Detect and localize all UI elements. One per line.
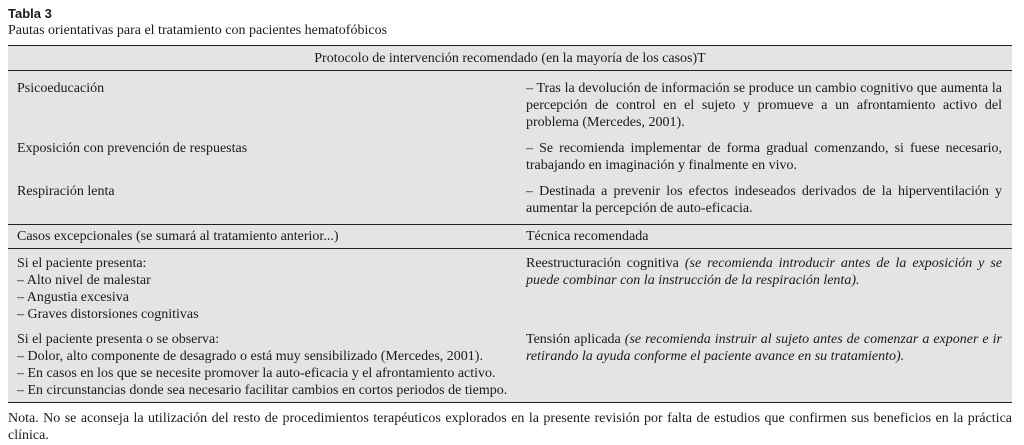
technique-name: Reestructuración cognitiva	[526, 256, 679, 271]
recommended-technique	[526, 331, 1012, 399]
table-row	[8, 174, 1012, 224]
protocol-name: Respiración lenta	[17, 184, 115, 199]
protocol-header: Protocolo de intervención recomendado (en la mayoría de los casos)T	[8, 46, 1012, 71]
table-title: Pautas orientativas para el tratamiento con pacientes hematofóbicos	[8, 23, 388, 38]
case-conditions	[8, 255, 526, 323]
guidelines-table	[8, 45, 1012, 403]
recommended-technique	[526, 255, 1012, 323]
case-conditions	[8, 331, 526, 399]
table-row	[8, 249, 1012, 323]
case-item: – Angustia excesiva	[17, 290, 129, 305]
technique-note: (se recomienda instruir al sujeto antes de comenzar a exponer e ir retirando la ayuda conforme el paciente avance en su tratamiento).	[526, 332, 1002, 364]
protocol-description: – Se recomienda implementar de forma gradual comenzando, si fuese necesario, trabajando en imaginación y finalmente en vivo.	[526, 141, 1002, 173]
protocol-description: – Tras la devolución de información se produce un cambio cognitivo que aumenta la percepción de control en el sujeto y promueve a un afrontamiento activo del problema (Mercedes, 2001).	[526, 81, 1002, 130]
cases-column-header: Casos excepcionales (se sumará al tratamiento anterior...)	[17, 229, 339, 244]
protocol-name: Psicoeducación	[17, 81, 105, 96]
table-figure	[8, 6, 1012, 444]
case-intro: Si el paciente presenta:	[17, 256, 147, 271]
technique-name: Tensión aplicada	[526, 332, 621, 347]
table-row	[8, 323, 1012, 402]
protocol-description: – Destinada a prevenir los efectos indeseados derivados de la hiperventilación y aumentar la percepción de auto-eficacia.	[526, 184, 1002, 216]
table-row	[8, 131, 1012, 174]
technique-column-header: Técnica recomendada	[526, 229, 649, 244]
case-item: – En casos en los que se necesite promover la auto-eficacia y el afrontamiento activo.	[17, 366, 496, 381]
case-item: – Graves distorsiones cognitivas	[17, 307, 199, 322]
protocol-name: Exposición con prevención de respuestas	[17, 141, 248, 156]
cases-header-row	[8, 224, 1012, 249]
technique-note: (se recomienda introducir antes de la exposición y se puede combinar con la instrucción de la respiración lenta).	[526, 256, 1003, 288]
case-item: – Dolor, alto componente de desagrado o está muy sensibilizado (Mercedes, 2001).	[17, 349, 483, 364]
table-label: Tabla 3	[8, 6, 52, 21]
case-item: – En circunstancias donde sea necesario facilitar cambios en cortos periodos de tiempo.	[17, 383, 508, 398]
case-intro: Si el paciente presenta o se observa:	[17, 332, 220, 347]
table-row	[8, 71, 1012, 131]
case-item: – Alto nivel de malestar	[17, 273, 151, 288]
table-note: Nota. No se aconseja la utilización del resto de procedimientos terapéuticos explorados en la presente revisión por falta de estudios que confirmen sus beneficios en la práctica clínica.	[8, 411, 1012, 443]
